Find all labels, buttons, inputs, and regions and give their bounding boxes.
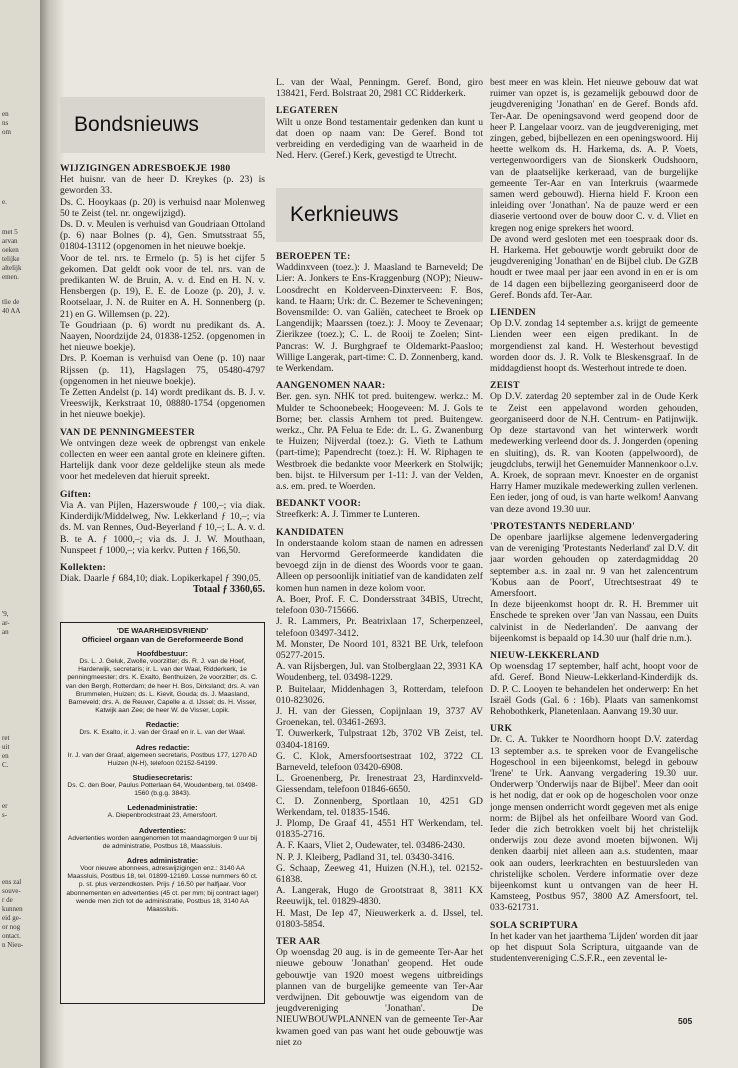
candidate-entry: A. Langerak, Hugo de Grootstraat 8, 3811 KX Reeuwijk, tel. 01829-4830. <box>276 885 483 908</box>
left-fragment: tlie de 40 AA <box>2 298 21 315</box>
text-beroepen: Waddinxveen (toez.): J. Maasland te Barneveld; De Lier: A. Jonkers te Ens-Kraggenburg (NOP); Nieuw-Loosdrecht en Kolderveen-Dinxterveen: F. Bos, kand. te Haarn; Urk: dr. C. Bezemer te Scheveningen; Bovensmilde: O. van Galiën, catecheet te Broek op Langendijk; Maarssen (toez.): J. Mooy te Zevenaar; Zierikzee (toez.); C. L. de Rooij te Zoelen; Sint-Pancras: W. J. Burghgraef te Oldemarkt-Paasloo; Willige Langerak, part-time: C. D. Zonnenberg, kand. te Werkendam. <box>276 262 483 375</box>
text-kandidaten-intro: In onderstaande kolom staan de namen en adressen van Hervormd Gereformeerde kandidaten die bevoegd zijn in de dienst des Woords voor te gaan. Alleen op persoonlijk initiatief van de kandidaten zelf komen hun namen in deze kolom voor. <box>276 537 483 594</box>
text-ter-aar-cont: best meer en was klein. Het nieuwe gebouw dat wat ruimer van opzet is, is gezamelijk gebouwd door de jeugdvereniging 'Jonathan' en de Geref. Bonds afd. Ter-Aar. De openingsavond werd geopend door de heer P. Langelaar voorz. van de jeugdvereniging, met zingen, gebed, bijbellezen en een openingswoord. Hij heette welkom ds. H. Harkema, ds. A. P. Voets, vertegenwoordigers van de Sionskerk Oudshoorn, van de plaatselijke kerkeraad, van de burgelijke gemeente Ter-Aar en van Interkruis (waarmede samen werd gebouwd). Hierna hield F. Kroon een inleiding over 'Jonathan'. Na de pauze werd er een diaserie vertoond over de bouw door C. v. d. Vliet en kregen nog enige sprekers het woord. <box>490 77 698 234</box>
text-nieuw-lekkerland: Op woensdag 17 september, half acht, hoopt voor de afd. Geref. Bond Nieuw-Lekkerland-Kinderdijk ds. D. P. C. Looyen te behandelen het onderwerp: En het Israël Gods (Gal. 6 : 16b). Plaats van samenkomst Rehobothkerk, Planetenlaan. Aanvang 19.30 uur. <box>490 661 698 717</box>
candidate-entry: P. Buitelaar, Middenhagen 3, Rotterdam, telefoon 010-823026. <box>276 683 483 706</box>
candidate-entry: H. Mast, De Iep 47, Nieuwerkerk a. d. IJssel, tel. 01803-5854. <box>276 907 483 930</box>
candidate-entry: J. H. van der Giessen, Copijnlaan 19, 3737 AV Groenekan, tel. 03461-2693. <box>276 705 483 729</box>
text-penningmeester: We ontvingen deze week de opbrengst van enkele collecten en weer een aantal grote en kleinere giften. Hartelijk dank voor deze geldelijke steun als mede voor het medeleven dat hieruit spreekt. <box>60 437 265 483</box>
colophon-subtitle: Officieel orgaan van de Gereformeerde Bond <box>81 635 244 644</box>
colophon-text: A. Diepenbrockstraat 23, Amersfoort. <box>107 812 218 820</box>
left-fragment: ret uit en C. <box>2 734 10 769</box>
column-1 <box>60 160 265 618</box>
text-ter-aar: Op woensdag 20 aug. is in de gemeente Ter-Aar het nieuwe gebouw 'Jonathan' geopend. Het oude gebouwtje van 1920 moest wegens uitbreidings plannen van de burgelijke gemeente van Ter-Aar verdwijnen. Dit gebouwtje was eigendom van de jeugdvereniging 'Jonathan'. De NIEUWBOUWPLANNEN van de gemeente Ter-Aar kwamen goed van pas want het oude gebouwtje was niet zo <box>276 947 483 1048</box>
colophon-heading: Redactie: <box>145 720 180 730</box>
candidate-entry: A. F. Kaars, Vliet 2, Oudewater, tel. 03486-2430. <box>276 840 465 852</box>
adjacent-page-edge <box>0 0 40 1068</box>
candidate-entry: T. Ouwerkerk, Tulpstraat 12b, 3702 VB Zeist, tel. 03404-18169. <box>276 728 483 751</box>
colophon-text: Advertenties worden aangenomen tot maandagmorgen 9 uur bij de administratie, Postbus 18, Maassluis. <box>67 834 258 850</box>
heading-penningmeester: VAN DE PENNINGMEESTER <box>60 426 196 438</box>
colophon-heading: Studiesecretaris: <box>132 773 193 783</box>
left-fragment: e. <box>2 198 7 206</box>
colophon-text: Ds. L. J. Geluk, Zwolle, voorzitter; ds. R. J. van de Hoef, Harderwijk, secretaris; ir. L. van der Waal, Ridderkerk, 1e penningmeester; drs. K. Exalto, Benthuizen, 2e voorzitter; ds. C. van den Bergh, Rotterdam; de heer H. Bos, Dirksland; drs. A. van Brummelen, Huizen; ds. L. Kievit, Gouda; ds. J. Maasland, Barneveld; drs. A. de Reuver, Capelle a. d. IJssel; ds. H. Visser, Katwijk aan Zee; de heer W. de Visser, Lopik. <box>65 658 260 715</box>
colophon-box <box>60 622 265 1004</box>
text-adresboekje: Het huisnr. van de heer D. Kreykes (p. 23) is geworden 33. Ds. C. Hooykaas (p. 20) is verhuisd naar Molenweg 50 te Zeist (tel. nr. ongewijzigd). Ds. D. v. Meulen is verhuisd van Goudriaan Ottoland (p. 6) naar Bolnes (p. 4), Gen. Smutsstraat 55, 01804-13112 (opgenomen in het nieuwe boekje. Voor de tel. nrs. te Ermelo (p. 5) is het cijfer 5 gekomen. Dat geldt ook voor de tel. nrs. van de predikanten W. de Bruin, A. v. d. End en H. N. v. Hensbergen (p. 19), E. E. de Looze (p. 20), J. v. Rootselaar, J. N. de Ruiter en A. H. Sonnenberg (p. 21) en G. Willemsen (p. 22). Te Goudriaan (p. 6) wordt nu predikant ds. A. Naayen, Noordzijde 24, 01838-1252. (opgenomen in het nieuwe boekje). Drs. P. Koeman is verhuisd van Oene (p. 10) naar Rijssen (p. 11), Hagslagen 75, 05480-4797 (opgenomen in het nieuwe boekje). Te Zetten Andelst (p. 14) wordt predikant ds. B. J. v. Vreeswijk, Kerkstraat 10, 08880-1754 (opgenomen in het nieuwe boekje). <box>60 174 265 421</box>
candidate-entry: A. van Rijsbergen, Jul. van Stolberglaan 22, 3931 KA Woudenberg, tel. 03498-1229. <box>276 661 483 684</box>
section-banner-bondsnieuws: Bondsnieuws <box>60 97 265 153</box>
candidate-entry: L. Groenenberg, Pr. Irenestraat 23, Hardinxveld-Giessendam, telefoon 01846-6650. <box>276 773 483 796</box>
section-banner-kerknieuws: Kerknieuws <box>276 188 483 242</box>
heading-kandidaten: KANDIDATEN <box>276 526 344 538</box>
text-protestants-nederland-2: In deze bijeenkomst hoopt dr. R. H. Bremmer uit Enschede te spreken over 'Jan van Nassau, een Duits calvinist in de Nederlanden'. De aanvang der bijeenkomst is bepaald op 14.30 uur (half drie n.m.). <box>490 599 698 644</box>
column-2-top <box>276 77 483 182</box>
colophon-text: Voor nieuwe abonnees, adreswijzigingen enz.: 3140 AA Maassluis, Postbus 18, tel. 01899-12169. Losse nummers 60 ct. p. st. plus verzendkosten. Prijs ƒ 16.50 per halfjaar. Voor abonnementen en advertenties (45 ct. per mm; bij contract lager) wende men zich tot de administratie, Postbus 18, 3140 AA Maassluis. <box>66 865 259 914</box>
left-fragment: ens zal souve- r de kunnen eid ge- or nog ontact. n Nieu- <box>2 878 24 949</box>
heading-giften: Giften: <box>60 488 92 500</box>
candidate-entry: G. Schaap, Zeeweg 41, Huizen (N.H.), tel. 02152-61838. <box>276 862 483 885</box>
heading-urk: URK <box>490 723 513 735</box>
candidate-entry: C. D. Zonnenberg, Sportlaan 10, 4251 GD Werkendam, tel. 01835-1546. <box>276 795 483 818</box>
heading-lienden: LIENDEN <box>490 307 536 319</box>
heading-sola-scriptura: SOLA SCRIPTURA <box>490 919 579 931</box>
heading-bedankt: BEDANKT VOOR: <box>276 498 362 510</box>
text-giften: Via A. van Pijlen, Hazerswoude ƒ 100,–; via diak. Kinderdijk/Middelweg, Nw. Lekkerland ƒ 10,–; via ds. M. van Rennes, Oud-Beyerland ƒ 10,–; L. A. v. d. B. te A. ƒ 1000,–; via ds. J. J. W. Mouthaan, Nunspeet ƒ 1000,–; via kerkv. Putten ƒ 166,50. <box>60 499 265 556</box>
colophon-text: Ds. C. den Boer, Paulus Potterlaan 64, Woudenberg, tel. 03498-1560 (b.g.g. 3843). <box>67 782 258 798</box>
left-fragment: en ns om <box>2 110 11 136</box>
colophon-heading: Advertenties: <box>138 825 187 835</box>
column-2 <box>276 248 483 1048</box>
heading-adresboekje: WIJZIGINGEN ADRESBOEKJE 1980 <box>60 163 231 174</box>
candidate-entry: G. C. Klok, Amersfoortsestraat 102, 3722 CL Barneveld, telefoon 03420-6908. <box>276 750 483 773</box>
heading-legateren: LEGATEREN <box>276 105 339 117</box>
heading-protestants-nederland: 'PROTESTANTS NEDERLAND' <box>490 520 636 532</box>
text-urk: Dr. C. A. Tukker te Noordhorn hoopt D.V. zaterdag 13 september a.s. te spreken voor de Evangelische Hogeschool in een bijeenkomst, belegd in gebouw 'Irene' te Urk. Aanvang vergadering 19.30 uur. Onderwerp 'Onderwijs naar de Bijbel'. Meer dan ooit is het nodig, dat er ook op de hogescholen voor onze jonge mensen onderricht wordt gegeven met als enige norm: de Bijbel als het onfeilbare Woord van God. Ieder die zich betrokken voelt bij het christelijk onderwijs zou deze avond moeten bijwonen. Wij denken daarbij niet alleen aan a.s. studenten, maar ook aan ouders, leerkrachten en bestuursleden van christelijke scholen. Verdere informatie over deze bijeenkomst kunt u ontvangen van de heer H. Kamsteeg, Postbus 957, 3800 AZ Amersfoort, tel. 033-621731. <box>490 734 698 914</box>
text-legateren: Wilt u onze Bond testamentair gedenken dan kunt u dat doen op naam van: De Geref. Bond tot verbreiding en verdediging van de waarheid in de Ned. Herv. (Geref.) Kerk, gevestigd te Utrecht. <box>276 116 483 162</box>
text-kollekten: Diak. Daarle ƒ 684,10; diak. Lopikerkapel ƒ 390,05. <box>60 573 261 585</box>
left-fragment: met 5 arvan oeken telijke altelijk emen. <box>2 228 22 281</box>
text-zeist: Op D.V. zaterdag 20 september zal in de Oude Kerk te Zeist een appelavond worden gehouden, georganiseerd door de N.H. Centrum- en Patijnwijk. Op deze startavond van het winterwerk wordt medewerking verleend door ds. J. Jongerden (opening en sluiting), ds. R. van Kooten (appelwoord), de jeugdclubs, terwijl het Genemuider Mannenkoor o.l.v. A. Kroek, de sopraan mevr. Knoester en de organist Harry Hamer muzikale medewerking zullen verlenen. Een ieder, jong of oud, is van harte welkom! Aanvang van deze avond 19.30 uur. <box>490 391 698 515</box>
candidate-entry: N. P. J. Kleiberg, Padland 31, tel. 03430-3416. <box>276 851 455 863</box>
candidate-entry: J. R. Lammers, Pr. Beatrixlaan 17, Scherpenzeel, telefoon 03497-3412. <box>276 616 483 639</box>
colophon-text: Ir. J. van der Graaf, algemeen secretaris, Postbus 177, 1270 AD Huizen (N-H), telefoon 02152-54199. <box>67 751 258 767</box>
heading-kollekten: Kollekten: <box>60 561 107 573</box>
text-sola-scriptura: In het kader van het jaarthema 'Lijden' worden dit jaar op het dispuut Sola Scriptura, uitgaande van de studentenvereniging C.S.F.R., een zevental le- <box>490 930 698 965</box>
text-protestants-nederland: De openbare jaarlijkse algemene ledenvergadering van de vereniging 'Protestants Nederland' zal D.V. dit jaar worden gehouden op zaterdagmiddag 20 september a.s. in zaal nr. 9 van het zalencentrum 'Kobus aan de Poort', Utrechtsestraat 49 te Amersfoort. <box>490 531 698 599</box>
heading-ter-aar: TER AAR <box>276 935 321 947</box>
page-number: 505 <box>678 1016 693 1026</box>
heading-aangenomen: AANGENOMEN NAAR: <box>276 380 386 392</box>
heading-beroepen: BEROEPEN TE: <box>276 251 351 262</box>
heading-nieuw-lekkerland: NIEUW-LEKKERLAND <box>490 649 600 661</box>
colophon-heading: Adres redactie: <box>135 742 190 752</box>
text-aangenomen: Ber. gen. syn. NHK tot pred. buitengew. werkz.: M. Mulder te Schoonebeek; Hoogeveen: M. J. Gols te Borne; ber. classis Arnhem tot pred. Buitengew. werkz., Chr. PA Felua te Ede: dr. L. G. Zwanenburg te Huizen; Nijverdal (toez.): G. Vieth te Lathum (part-time); Papendrecht (toez.): H. W. Riphagen te Westbroek die bedankte voor Meerkerk en Stolwijk; ben. bijst. te Hilversum per 1-11: J. van der Velden, a.s. em. pred. te Woerden. <box>276 391 483 493</box>
colophon-title: 'DE WAARHEIDSVRIEND' <box>116 626 209 635</box>
colophon-heading: Adres administratie: <box>126 856 199 866</box>
text-ter-aar-cont2: De avond werd gesloten met een toespraak door ds. H. Harkema. Het gebouwtje wordt gebruikt door de jeugdvereniging 'Jonathan' en de Bijbel club. De GZB houdt er twee maal per jaar een avond in en er is om de 14 dagen een bijbellezing georganiseerd door de Geref. Bonds afd. Ter-Aar. <box>490 233 698 301</box>
colophon-heading: Ledenadministratie: <box>127 803 198 813</box>
left-fragment: er s- <box>2 802 8 819</box>
candidate-entry: J. Plomp, De Graaf 41, 4551 HT Werkendam, tel. 01835-2716. <box>276 817 483 841</box>
column-3 <box>490 77 698 1039</box>
text-giro: L. van der Waal, Penningm. Geref. Bond, giro 138421, Ferd. Bolstraat 20, 2981 CC Ridderkerk. <box>276 77 483 100</box>
candidate-entry: A. Boer, Prof. F. C. Dondersstraat 34BIS, Utrecht, telefoon 030-715666. <box>276 593 483 617</box>
heading-zeist: ZEIST <box>490 380 520 392</box>
colophon-heading: Hoofdbestuur: <box>137 649 188 658</box>
text-lienden: Op D.V. zondag 14 september a.s. krijgt de gemeente Lienden weer een eigen predikant. In de morgendienst zal kand. H. Westerhout bevestigd worden door ds. J. R. Volk te Bleskensgraaf. In de middagdienst hoopt ds. Westerhout intrede te doen. <box>490 318 698 375</box>
text-bedankt: Streefkerk: A. J. Timmer te Lunteren. <box>276 509 420 521</box>
candidate-entry: M. Monster, De Noord 101, 8321 BE Urk, telefoon 05277-2015. <box>276 638 483 661</box>
total-amount: Totaal ƒ 3360,65. <box>193 584 265 596</box>
left-fragment: '9, ar- an <box>2 610 10 636</box>
colophon-text: Drs. K. Exalto, ir. J. van der Graaf en ir. L. van der Waal. <box>79 729 246 737</box>
